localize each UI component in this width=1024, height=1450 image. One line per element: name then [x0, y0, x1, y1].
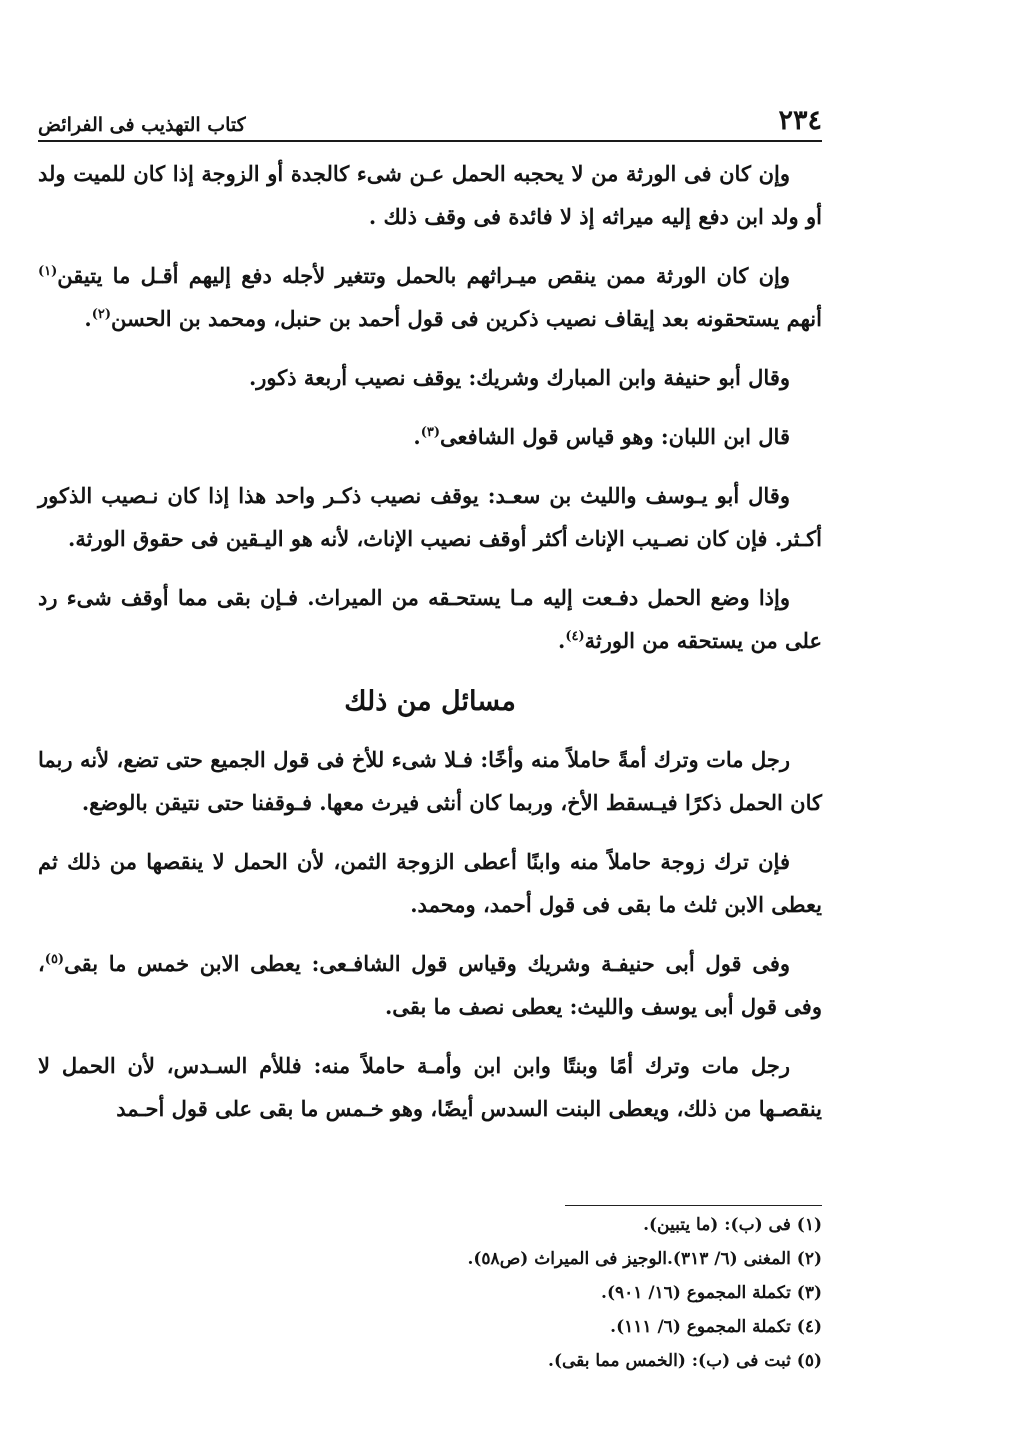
footnote-ref-4: (٤) — [565, 629, 585, 644]
footnote-divider — [565, 1205, 822, 1206]
footnote-ref-1: (١) — [38, 264, 58, 279]
paragraph-6-text-b: . — [558, 628, 566, 653]
paragraph-2-text-b: أنهم يستحقونه بعد إيقاف نصيب ذكرين فى قول أحمد بن حنبل، ومحمد بن الحسن — [111, 306, 822, 331]
footnotes — [38, 1208, 822, 1378]
paragraph-10: رجل مات وترك أمًا وبنتًا وابن ابن وأمـة حاملاً منه: فللأم السـدس، لأن الحمل لا ينقصـها من ذلك، ويعطى البنت السدس أيضًا، وهو خـمس ما بقى على قول أحـمد — [38, 1053, 822, 1121]
page-header — [38, 104, 822, 142]
running-title: كتاب التهذيب فى الفرائض — [38, 114, 246, 136]
footnote-4: (٤) تكملة المجموع (٦/ ١١١). — [610, 1317, 822, 1337]
paragraph-9-text-b: ، وفى قول أبى يوسف والليث: يعطى نصف ما بقى. — [38, 951, 822, 1019]
paragraph-7: رجل مات وترك أمةً حاملاً منه وأخًا: فـلا شىء للأخ فى قول الجميع حتى تضع، لأنه ربما كان الحمل ذكرًا فيـسقط الأخ، وربما كان أنثى فيرث معها. فـوقفنا حتى نتيقن بالوضع. — [38, 747, 822, 815]
footnote-2: (٢) المغنى (٦/ ٣١٣).الوجيز فى الميراث (ص٥٨). — [467, 1249, 822, 1269]
paragraph-1: وإن كان فى الورثة من لا يحجبه الحمل عـن شىء كالجدة أو الزوجة إذا كان للميت ولد أو ولد ابن دفع إليه ميراثه إذ لا فائدة فى وقف ذلك . — [38, 161, 822, 229]
paragraph-4-text-a: قال ابن اللبان: وهو قياس قول الشافعى — [440, 424, 790, 449]
paragraph-3: وقال أبو حنيفة وابن المبارك وشريك: يوقف نصيب أربعة ذكور. — [248, 365, 790, 390]
footnote-3: (٣) تكملة المجموع (١٦/ ٩٠١). — [601, 1283, 822, 1303]
paragraph-4 — [38, 415, 822, 458]
paragraph-9-text-a: وفى قول أبى حنيفـة وشريك وقياس قول الشافـعى: يعطى الابن خمس ما بقى — [64, 951, 790, 976]
paragraph-5: وقال أبو يـوسف والليث بن سعـد: يوقف نصيب ذكـر واحد هذا إذا كان نـصيب الذكور أكـثر. فإن كان نصـيب الإناث أكثر أوقف نصيب الإناث، لأنه هو اليـقين فى حقوق الورثة. — [38, 483, 822, 551]
page-number: ٢٣٤ — [778, 105, 822, 136]
footnote-ref-5: (٥) — [44, 952, 65, 967]
footnote-ref-3: (٣) — [420, 425, 441, 440]
paragraph-2-text-a: وإن كان الورثة ممن ينقص ميـراثهم بالحمل وتتغير لأجله دفع إليهم أقـل ما يتيقن — [57, 263, 790, 288]
section-heading: مسائل من ذلك — [344, 686, 516, 717]
footnote-5: (٥) ثبت فى (ب): (الخمس مما بقى). — [548, 1351, 822, 1371]
footnote-1: (١) فى (ب): (ما يتبين). — [643, 1215, 822, 1235]
paragraph-6-text-a: وإذا وضع الحمل دفـعت إليه مـا يستحـقه من الميراث. فـإن بقى مما أوقف شىء رد على من يستحقه من الورثة — [38, 585, 822, 653]
paragraph-2 — [38, 254, 822, 340]
footnote-ref-2: (٢) — [91, 307, 112, 322]
paragraph-8: فإن ترك زوجة حاملاً منه وابنًا أعطى الزوجة الثمن، لأن الحمل لا ينقصها من ذلك ثم يعطى الابن ثلث ما بقى فى قول أحمد، ومحمد. — [38, 849, 822, 917]
paragraph-9 — [38, 942, 822, 1028]
paragraph-2-text-c: . — [84, 306, 92, 331]
main-text — [38, 152, 822, 1146]
paragraph-4-text-b: . — [413, 424, 421, 449]
paragraph-6 — [38, 576, 822, 662]
